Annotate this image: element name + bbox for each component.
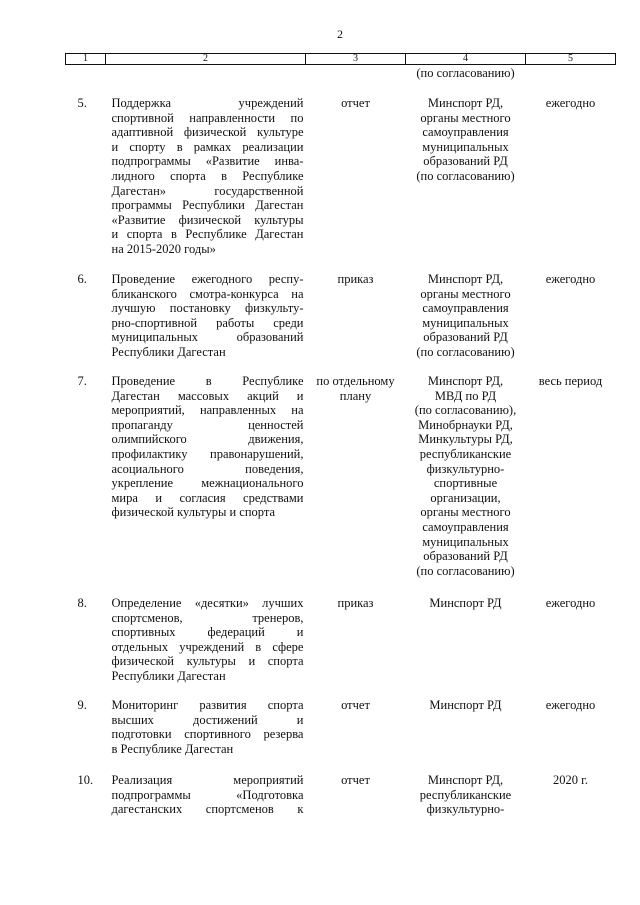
description-line: Республики Дагестан bbox=[111, 344, 226, 359]
responsible-executors-line: Минспорт РД, bbox=[427, 374, 504, 388]
responsible-executors-line: (по согласованию) bbox=[416, 344, 515, 359]
responsible-executors bbox=[406, 374, 526, 596]
report-form-line: приказ bbox=[337, 272, 374, 286]
description-line: адаптивной физической культуре bbox=[111, 125, 304, 140]
responsible-executors-line: Минкультуры РД, bbox=[418, 432, 513, 447]
execution-term-line: весь период bbox=[538, 374, 603, 388]
table-header bbox=[66, 54, 616, 65]
row-number bbox=[66, 698, 106, 773]
responsible-executors-line: Минспорт РД, bbox=[427, 96, 504, 110]
description-line: дагестанских спортсменов к bbox=[111, 802, 304, 817]
responsible-executors-line: Минспорт РД, bbox=[427, 773, 504, 787]
execution-term-line: ежегодно bbox=[545, 272, 596, 286]
report-form-line: по отдельному bbox=[316, 374, 395, 388]
description-line: Реализация мероприятий bbox=[111, 773, 304, 787]
measure-description bbox=[106, 596, 306, 698]
report-form-line: отчет bbox=[341, 96, 370, 110]
continuation-text: (по согласованию) bbox=[416, 66, 515, 80]
table-row bbox=[66, 272, 616, 374]
execution-term bbox=[526, 272, 616, 374]
execution-term bbox=[526, 773, 616, 833]
measure-description bbox=[106, 374, 306, 596]
description-line: Определение «десятки» лучших bbox=[111, 596, 304, 610]
responsible-executors-line: (по согласованию) bbox=[416, 563, 515, 578]
responsible-executors-line: самоуправления bbox=[422, 519, 509, 534]
description-line: спортивной направленности по bbox=[111, 110, 304, 125]
description-line: в Республике Дагестан bbox=[111, 741, 234, 756]
measure-description bbox=[106, 96, 306, 272]
measure-description bbox=[106, 773, 306, 833]
report-form bbox=[306, 374, 406, 596]
report-form bbox=[306, 96, 406, 272]
description-line: высших достижений и bbox=[111, 712, 304, 727]
page-number: 2 bbox=[337, 27, 343, 41]
description-line: подготовки спортивного резерва bbox=[111, 727, 304, 742]
responsible-executors-line: самоуправления bbox=[422, 301, 509, 316]
description-line: «Развитие физической культуры bbox=[111, 212, 304, 227]
description-line: Мониторинг развития спорта bbox=[111, 698, 304, 712]
row-number bbox=[66, 773, 106, 833]
responsible-executors-line: Минспорт РД bbox=[429, 596, 502, 610]
description-line: отдельных учреждений в сфере bbox=[111, 639, 304, 654]
row-number bbox=[66, 374, 106, 596]
description-line: лидного спорта в Республике bbox=[111, 168, 304, 183]
description-line: подпрограммы «Подготовка bbox=[111, 787, 304, 802]
responsible-executors-line: муниципальных bbox=[422, 139, 509, 154]
execution-term bbox=[526, 596, 616, 698]
responsible-executors bbox=[406, 96, 526, 272]
header-col-1: 1 bbox=[66, 54, 106, 65]
header-col-2: 2 bbox=[106, 54, 306, 65]
responsible-executors-line: органы местного bbox=[420, 110, 511, 125]
responsible-executors-line: муниципальных bbox=[422, 315, 509, 330]
report-form-line: плану bbox=[339, 388, 372, 403]
execution-term-line: ежегодно bbox=[545, 96, 596, 110]
table-row bbox=[66, 698, 616, 773]
responsible-executors-line: Минобрнауки РД, bbox=[418, 417, 513, 432]
description-line: и спорту в рамках реализации bbox=[111, 139, 304, 154]
description-line: бликанского смотра-конкурса на bbox=[111, 286, 304, 301]
responsible-executors-line: спортивные bbox=[433, 476, 498, 491]
measure-description bbox=[106, 698, 306, 773]
row-number bbox=[66, 96, 106, 272]
report-form bbox=[306, 272, 406, 374]
table-body bbox=[66, 65, 616, 834]
header-col-5: 5 bbox=[526, 54, 616, 65]
execution-term bbox=[526, 698, 616, 773]
responsible-executors-line: (по согласованию) bbox=[416, 168, 515, 183]
description-line: укрепление межнационального bbox=[111, 476, 304, 491]
table-row bbox=[66, 96, 616, 272]
responsible-executors-line: республиканские bbox=[419, 446, 512, 461]
description-line: Дагестан массовых акций и bbox=[111, 388, 304, 403]
responsible-executors bbox=[406, 272, 526, 374]
responsible-executors-line: образований РД bbox=[423, 154, 508, 169]
report-form bbox=[306, 596, 406, 698]
table-row bbox=[66, 374, 616, 596]
responsible-executors-line: физкультурно- bbox=[426, 461, 505, 476]
description-line: мира и согласия средствами bbox=[111, 490, 304, 505]
description-line: подпрограммы «Развитие инва- bbox=[111, 154, 304, 169]
report-form bbox=[306, 773, 406, 833]
responsible-executors-line: образований РД bbox=[423, 549, 508, 564]
description-line: профилактику правонарушений, bbox=[111, 446, 304, 461]
responsible-executors bbox=[406, 773, 526, 833]
description-line: олимпийского движения, bbox=[111, 432, 304, 447]
description-line: физической культуры и спорта bbox=[111, 505, 276, 520]
description-line: пропаганду ценностей bbox=[111, 417, 304, 432]
row-number-text: 9. bbox=[77, 698, 87, 712]
description-line: асоциального поведения, bbox=[111, 461, 304, 476]
responsible-executors-line: организации, bbox=[430, 490, 501, 505]
row-number-text: 6. bbox=[77, 272, 87, 286]
report-form bbox=[306, 698, 406, 773]
responsible-executors-line: органы местного bbox=[420, 286, 511, 301]
description-line: программы Республики Дагестан bbox=[111, 198, 304, 213]
responsible-executors-line: Минспорт РД bbox=[429, 698, 502, 712]
description-line: Проведение в Республике bbox=[111, 374, 304, 388]
description-line: Поддержка учреждений bbox=[111, 96, 304, 110]
description-line: муниципальных образований bbox=[111, 330, 304, 345]
description-line: и спорта в Республике Дагестан bbox=[111, 227, 304, 242]
report-form-line: приказ bbox=[337, 596, 374, 610]
description-line: физической культуры и спорта bbox=[111, 654, 304, 669]
measure-description bbox=[106, 272, 306, 374]
row-number bbox=[66, 596, 106, 698]
responsible-executors-line: Минспорт РД, bbox=[427, 272, 504, 286]
description-line: на 2015-2020 годы» bbox=[111, 241, 216, 256]
description-line: рно-спортивной работы среди bbox=[111, 315, 304, 330]
responsible-executors-line: физкультурно- bbox=[426, 802, 505, 817]
responsible-executors-line: образований РД bbox=[423, 330, 508, 345]
description-line: спортивных федераций и bbox=[111, 625, 304, 640]
row-number-text: 5. bbox=[77, 96, 87, 110]
execution-term-line: ежегодно bbox=[545, 698, 596, 712]
header-col-4: 4 bbox=[406, 54, 526, 65]
description-line: лучшую постановку физкульту- bbox=[111, 301, 304, 316]
row-number-text: 7. bbox=[77, 374, 87, 388]
description-line: Проведение ежегодного респу- bbox=[111, 272, 304, 286]
measures-table bbox=[65, 53, 616, 833]
report-form-line: отчет bbox=[341, 773, 370, 787]
row-number-text: 8. bbox=[77, 596, 87, 610]
responsible-executors-line: самоуправления bbox=[422, 125, 509, 140]
continuation-row bbox=[66, 65, 616, 97]
row-number-text: 10. bbox=[77, 773, 94, 787]
table-row bbox=[66, 773, 616, 833]
execution-term-line: ежегодно bbox=[545, 596, 596, 610]
description-line: Республики Дагестан bbox=[111, 668, 226, 683]
execution-term bbox=[526, 96, 616, 272]
responsible-executors bbox=[406, 596, 526, 698]
responsible-executors-line: МВД по РД bbox=[434, 388, 497, 403]
report-form-line: отчет bbox=[341, 698, 370, 712]
responsible-executors-line: органы местного bbox=[420, 505, 511, 520]
description-line: спортсменов, тренеров, bbox=[111, 610, 304, 625]
description-line: Дагестан» государственной bbox=[111, 183, 304, 198]
execution-term bbox=[526, 374, 616, 596]
table-row bbox=[66, 596, 616, 698]
responsible-executors-line: республиканские bbox=[419, 787, 512, 802]
execution-term-line: 2020 г. bbox=[553, 773, 588, 787]
responsible-executors bbox=[406, 698, 526, 773]
responsible-executors-line: (по согласованию), bbox=[414, 403, 517, 418]
responsible-executors-line: муниципальных bbox=[422, 534, 509, 549]
description-line: мероприятий, направленных на bbox=[111, 403, 304, 418]
row-number bbox=[66, 272, 106, 374]
header-col-3: 3 bbox=[306, 54, 406, 65]
